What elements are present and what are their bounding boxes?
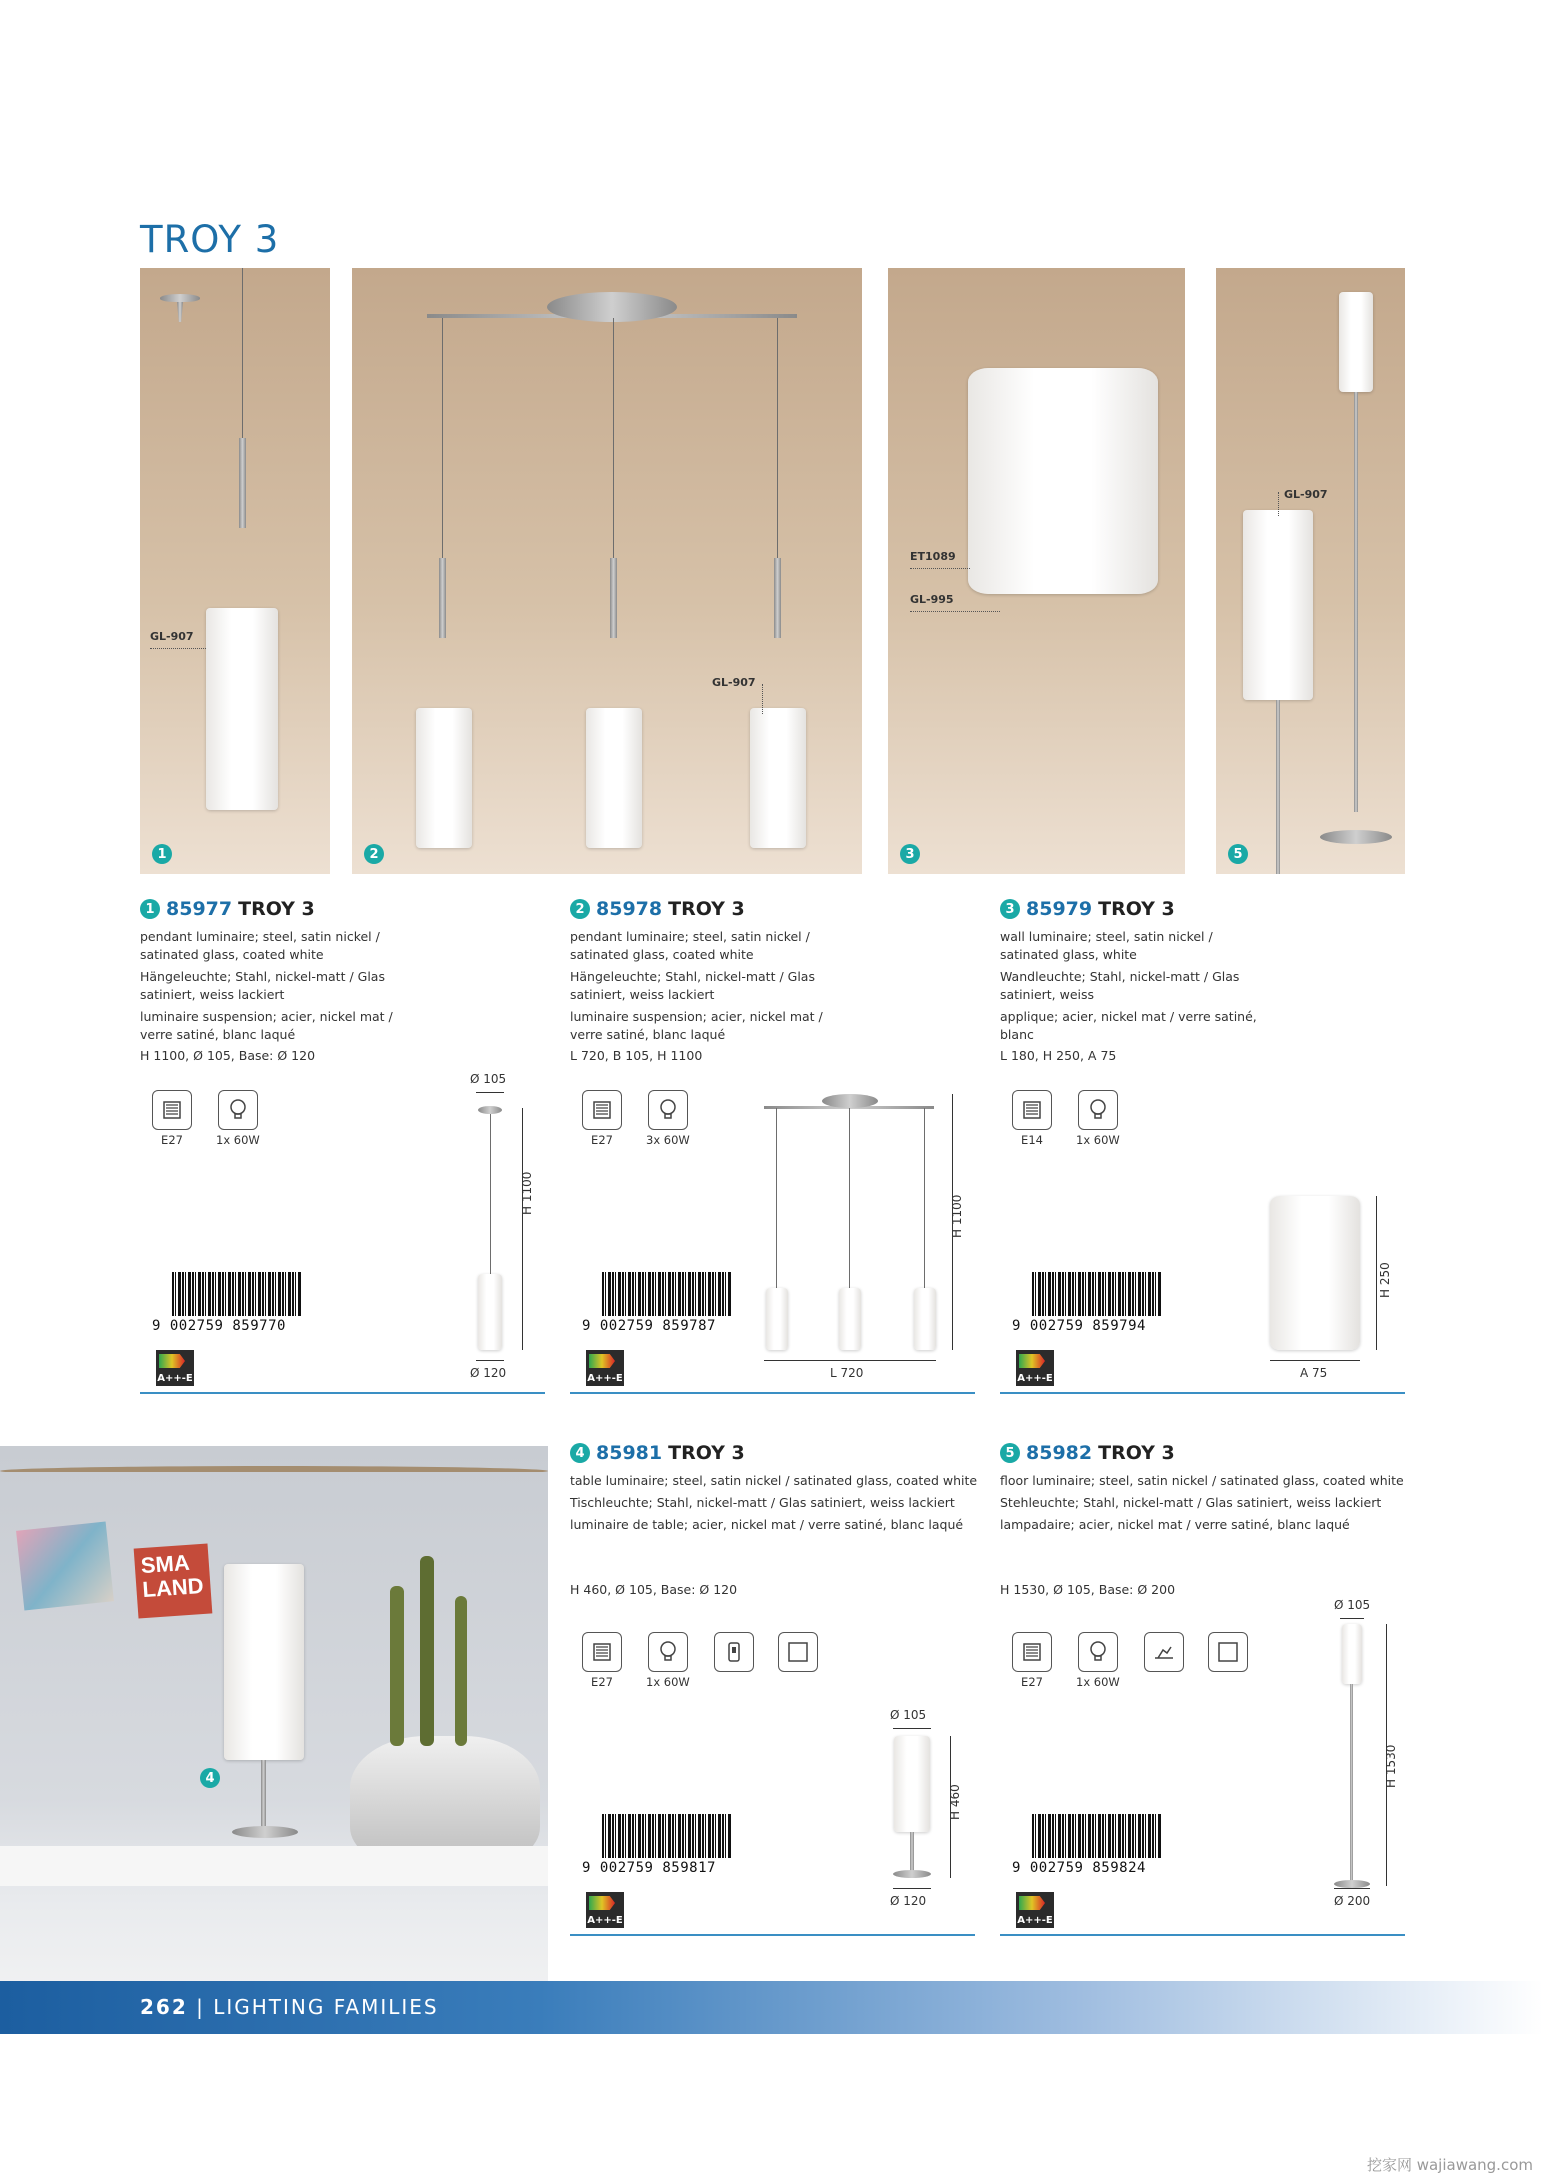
socket-icon	[1012, 1632, 1052, 1672]
lamp-holder	[239, 438, 246, 528]
desc-en: floor luminaire; steel, satin nickel / satinated glass, coated white	[1000, 1473, 1404, 1488]
product-heading	[570, 1442, 960, 1464]
bulb-icon-box	[646, 1632, 690, 1689]
glass-shade	[750, 708, 806, 848]
product-description	[1000, 1472, 1410, 1534]
bulb-icon-box	[216, 1090, 260, 1147]
glass-shade	[1339, 292, 1373, 392]
desc-de: Wandleuchte; Stahl, nickel-matt / Glas satiniert, weiss	[1000, 969, 1240, 1002]
product-name: TROY 3	[668, 1442, 745, 1464]
dim-line	[764, 1360, 936, 1361]
power-label: 1x 60W	[1076, 1675, 1120, 1689]
glass-shade	[206, 608, 278, 810]
dim-line	[1376, 1196, 1377, 1350]
socket-icon-box	[582, 1632, 622, 1689]
drawing-side-dim: H 1100	[950, 1194, 964, 1238]
product-85982	[1000, 1442, 1404, 1597]
product-icons-2	[582, 1090, 690, 1147]
dim-line	[476, 1092, 504, 1093]
glass-shade	[416, 708, 472, 848]
drawing-shade	[766, 1288, 788, 1350]
product-icons-1	[152, 1090, 260, 1147]
barcode-text: 9 002759 859770	[152, 1318, 286, 1334]
lamp-holder	[610, 558, 617, 638]
bulb-icon	[218, 1090, 258, 1130]
drawing-shade	[478, 1274, 502, 1350]
photo-badge: 1	[152, 844, 172, 864]
callout-line	[910, 568, 970, 569]
desc-en: table luminaire; steel, satin nickel / satinated glass, coated white	[570, 1473, 978, 1488]
plant	[390, 1586, 404, 1746]
socket-icon	[582, 1632, 622, 1672]
socket-icon	[582, 1090, 622, 1130]
product-photo-5	[1216, 268, 1405, 874]
protection-class-icon	[1208, 1632, 1248, 1672]
pendant-cord	[777, 318, 778, 568]
bulb-icon-box	[1076, 1090, 1120, 1147]
socket-icon-box	[152, 1090, 192, 1147]
drawing-top-dim: Ø 105	[1334, 1598, 1371, 1612]
glass-shade	[586, 708, 642, 848]
callout-line	[762, 684, 763, 714]
product-dimensions: H 460, Ø 105, Base: Ø 120	[570, 1582, 738, 1597]
drawing-base	[1334, 1880, 1370, 1888]
section-rule	[1000, 1392, 1405, 1394]
drawing-cord	[490, 1114, 491, 1274]
product-badge: 5	[1000, 1443, 1020, 1463]
product-badge: 3	[1000, 899, 1020, 919]
socket-label: E14	[1021, 1133, 1043, 1147]
drawing-cord	[924, 1108, 925, 1288]
product-photo-2	[352, 268, 862, 874]
product-code: 85979	[1026, 898, 1093, 920]
plant	[455, 1596, 467, 1746]
pendant-cord	[242, 268, 243, 438]
product-name: TROY 3	[668, 898, 745, 920]
section-rule	[570, 1392, 975, 1394]
bulb-icon	[1078, 1632, 1118, 1672]
energy-label-1	[156, 1350, 194, 1386]
product-description	[570, 928, 840, 1044]
bulb-icon	[648, 1632, 688, 1672]
drawing-cord	[776, 1108, 777, 1288]
section-rule	[1000, 1934, 1405, 1936]
product-heading	[1000, 898, 1390, 920]
callout-gl907: GL-907	[712, 676, 756, 689]
bulb-icon	[648, 1090, 688, 1130]
dim-line	[1340, 1618, 1364, 1619]
desc-fr: applique; acier, nickel mat / verre satiné, blanc	[1000, 1009, 1257, 1042]
pendant-cord	[613, 318, 614, 568]
energy-label-5	[1016, 1892, 1054, 1928]
room-photo-4	[0, 1446, 548, 2034]
dim-line	[522, 1108, 523, 1350]
callout-et1089: ET1089	[910, 550, 956, 563]
product-badge: 4	[570, 1443, 590, 1463]
canopy-stem	[177, 302, 183, 322]
drawing-top-dim: Ø 105	[470, 1072, 507, 1086]
shelf	[0, 1846, 548, 1886]
product-code: 85977	[166, 898, 233, 920]
drawing-cord	[849, 1108, 850, 1288]
socket-label: E27	[591, 1133, 613, 1147]
rope	[0, 1466, 548, 1476]
drawing-base	[893, 1870, 931, 1878]
foot-switch-icon	[1144, 1632, 1184, 1672]
product-icons-4	[582, 1632, 818, 1689]
power-label: 1x 60W	[216, 1133, 260, 1147]
product-badge: 1	[140, 899, 160, 919]
drawing-bottom-dim: Ø 120	[470, 1366, 507, 1380]
switch-icon-box	[714, 1632, 754, 1689]
socket-icon	[152, 1090, 192, 1130]
section-rule	[140, 1392, 545, 1394]
socket-icon-box	[582, 1090, 622, 1147]
page-number: 262	[140, 1995, 188, 2019]
watermark: 挖家网 wajiawang.com	[1366, 2156, 1533, 2174]
protection-class-icon-box	[778, 1632, 818, 1689]
protection-class-icon	[778, 1632, 818, 1672]
drawing-top-dim: Ø 105	[890, 1708, 927, 1722]
product-code: 85982	[1026, 1442, 1093, 1464]
bulb-icon-box	[1076, 1632, 1120, 1689]
footer-separator: |	[196, 1995, 205, 2019]
barcode-4	[582, 1814, 732, 1876]
product-name: TROY 3	[1098, 898, 1175, 920]
power-label: 1x 60W	[646, 1675, 690, 1689]
energy-label-4	[586, 1892, 624, 1928]
protection-class-icon-box	[1208, 1632, 1248, 1689]
page-footer	[0, 1981, 1543, 2034]
drawing-canopy	[478, 1106, 502, 1114]
product-description	[570, 1472, 980, 1534]
drawing-bottom-dim: A 75	[1300, 1366, 1328, 1380]
dim-line	[893, 1888, 931, 1889]
callout-gl907: GL-907	[150, 630, 194, 643]
socket-label: E27	[591, 1675, 613, 1689]
product-85977	[140, 898, 530, 1063]
callout-gl907: GL-907	[1284, 488, 1328, 501]
bulb-icon-box	[646, 1090, 690, 1147]
desc-en: pendant luminaire; steel, satin nickel / satinated glass, coated white	[140, 929, 380, 962]
energy-class: A++-E	[587, 1915, 623, 1926]
product-85979	[1000, 898, 1390, 1063]
product-heading	[140, 898, 530, 920]
product-icons-5	[1012, 1632, 1248, 1689]
footer-section: LIGHTING FAMILIES	[213, 1995, 439, 2019]
product-photo-3	[888, 268, 1185, 874]
poster-text: SMA LAND	[139, 1549, 205, 1603]
drawing-side-dim: H 460	[948, 1784, 962, 1820]
drawing-shade	[894, 1736, 930, 1832]
desc-de: Tischleuchte; Stahl, nickel-matt / Glas satiniert, weiss lackiert	[570, 1495, 955, 1510]
barcode-text: 9 002759 859817	[582, 1860, 716, 1876]
photo-badge: 2	[364, 844, 384, 864]
drawing-canopy	[822, 1094, 878, 1108]
socket-icon-box	[1012, 1632, 1052, 1689]
product-name: TROY 3	[238, 898, 315, 920]
floor-stem	[1354, 392, 1358, 812]
socket-label: E27	[1021, 1675, 1043, 1689]
drawing-stem	[910, 1832, 914, 1872]
desc-en: wall luminaire; steel, satin nickel / satinated glass, white	[1000, 929, 1213, 962]
power-label: 3x 60W	[646, 1133, 690, 1147]
product-85981	[570, 1442, 978, 1597]
drawing-shade	[839, 1288, 861, 1350]
desc-fr: luminaire de table; acier, nickel mat / verre satiné, blanc laqué	[570, 1517, 964, 1532]
wall-poster	[134, 1544, 213, 1619]
dim-line	[893, 1728, 931, 1729]
barcode-1	[152, 1272, 302, 1334]
drawing-shade	[1342, 1624, 1362, 1684]
product-heading	[1000, 1442, 1390, 1464]
ceiling-canopy	[160, 294, 200, 302]
lamp-holder	[439, 558, 446, 638]
glass-shade-detail	[1243, 510, 1313, 700]
product-code: 85978	[596, 898, 663, 920]
dim-line	[476, 1360, 504, 1361]
drawing-side-dim: H 1530	[1384, 1744, 1398, 1788]
barcode-2	[582, 1272, 732, 1334]
drawing-shade	[1270, 1196, 1360, 1350]
desc-fr: lampadaire; acier, nickel mat / verre satiné, blanc laqué	[1000, 1517, 1350, 1532]
glass-shade	[968, 368, 1158, 594]
energy-class: A++-E	[1017, 1373, 1053, 1384]
product-85978	[570, 898, 960, 1063]
photo-badge: 4	[200, 1768, 220, 1788]
desc-de: Hängeleuchte; Stahl, nickel-matt / Glas satiniert, weiss lackiert	[570, 969, 815, 1002]
desc-fr: luminaire suspension; acier, nickel mat / verre satiné, blanc laqué	[140, 1009, 393, 1042]
bulb-icon	[1078, 1090, 1118, 1130]
callout-line	[150, 648, 206, 649]
barcode-3	[1012, 1272, 1162, 1334]
drawing-stem	[1350, 1684, 1353, 1884]
socket-icon	[1012, 1090, 1052, 1130]
energy-class: A++-E	[1017, 1915, 1053, 1926]
plant	[420, 1556, 434, 1746]
power-label: 1x 60W	[1076, 1133, 1120, 1147]
drawing-bottom-dim: L 720	[830, 1366, 864, 1380]
table-lamp-stem	[261, 1760, 266, 1830]
product-heading	[570, 898, 960, 920]
lamp-holder	[774, 558, 781, 638]
barcode-text: 9 002759 859787	[582, 1318, 716, 1334]
desc-de: Stehleuchte; Stahl, nickel-matt / Glas satiniert, weiss lackiert	[1000, 1495, 1382, 1510]
callout-gl995: GL-995	[910, 593, 954, 606]
drawing-bottom-dim: Ø 120	[890, 1894, 927, 1908]
socket-icon-box	[1012, 1090, 1052, 1147]
switch-icon	[714, 1632, 754, 1672]
drawing-side-dim: H 1100	[520, 1171, 534, 1215]
footer-text	[140, 1995, 439, 2019]
section-rule	[570, 1934, 975, 1936]
energy-label-2	[586, 1350, 624, 1386]
callout-line	[1278, 492, 1279, 516]
product-name: TROY 3	[1098, 1442, 1175, 1464]
photo-badge: 3	[900, 844, 920, 864]
callout-line	[910, 611, 1000, 612]
photo-badge: 5	[1228, 844, 1248, 864]
product-photo-1	[140, 268, 330, 874]
table-lamp-base	[232, 1826, 298, 1838]
barcode-5	[1012, 1814, 1162, 1876]
page-title: TROY 3	[140, 218, 280, 261]
floor-base	[1320, 830, 1392, 844]
foot-switch-icon-box	[1144, 1632, 1184, 1689]
wall-poster	[16, 1522, 114, 1611]
table-lamp-shade	[224, 1564, 304, 1760]
energy-class: A++-E	[587, 1373, 623, 1384]
socket-label: E27	[161, 1133, 183, 1147]
product-dimensions: H 1100, Ø 105, Base: Ø 120	[140, 1048, 316, 1063]
product-badge: 2	[570, 899, 590, 919]
product-icons-3	[1012, 1090, 1120, 1147]
drawing-shade	[914, 1288, 936, 1350]
desc-en: pendant luminaire; steel, satin nickel / satinated glass, coated white	[570, 929, 810, 962]
drawing-bottom-dim: Ø 200	[1334, 1894, 1371, 1908]
pendant-cord	[442, 318, 443, 568]
product-dimensions: H 1530, Ø 105, Base: Ø 200	[1000, 1582, 1176, 1597]
product-dimensions: L 180, H 250, A 75	[1000, 1048, 1117, 1063]
energy-class: A++-E	[157, 1373, 193, 1384]
floor-stem	[1276, 700, 1280, 874]
product-dimensions: L 720, B 105, H 1100	[570, 1048, 703, 1063]
product-code: 85981	[596, 1442, 663, 1464]
desc-de: Hängeleuchte; Stahl, nickel-matt / Glas satiniert, weiss lackiert	[140, 969, 385, 1002]
product-description	[1000, 928, 1270, 1044]
energy-label-3	[1016, 1350, 1054, 1386]
ceiling-canopy	[547, 292, 677, 322]
barcode-text: 9 002759 859824	[1012, 1860, 1146, 1876]
barcode-text: 9 002759 859794	[1012, 1318, 1146, 1334]
dim-line	[1270, 1360, 1360, 1361]
dim-line	[1334, 1888, 1370, 1889]
product-description	[140, 928, 410, 1044]
desc-fr: luminaire suspension; acier, nickel mat / verre satiné, blanc laqué	[570, 1009, 823, 1042]
drawing-side-dim: H 250	[1378, 1262, 1392, 1298]
